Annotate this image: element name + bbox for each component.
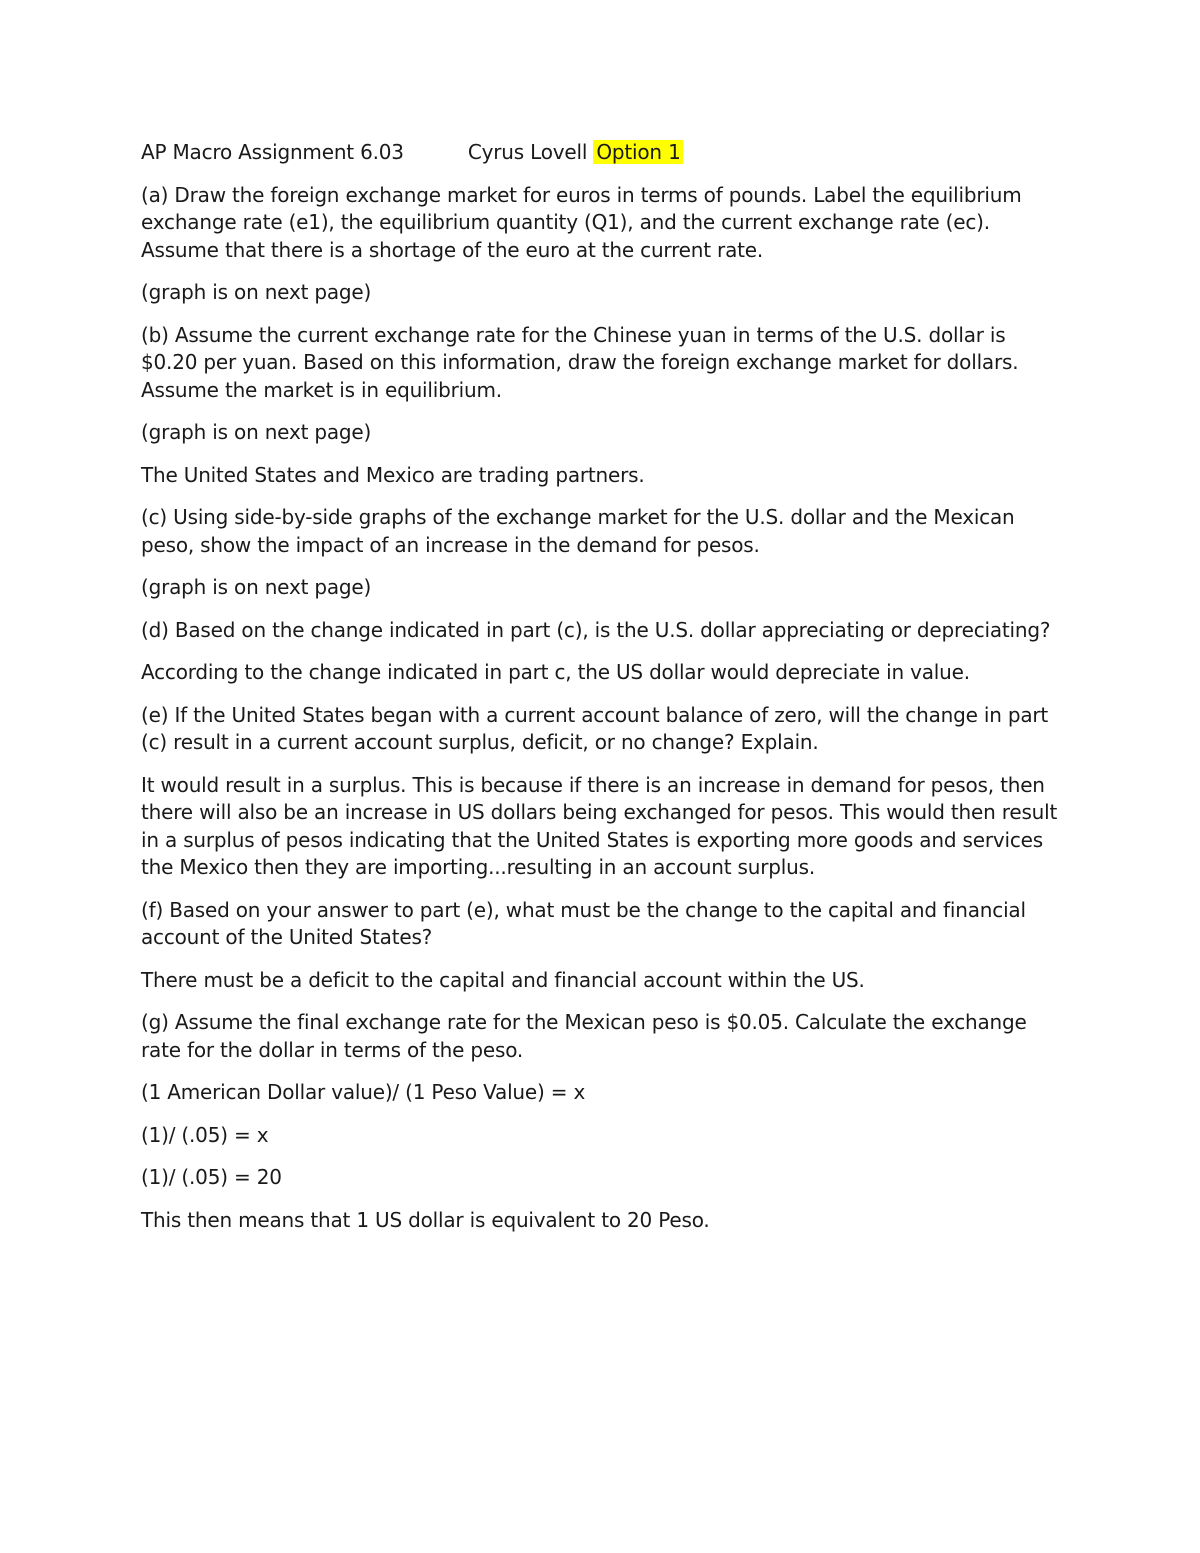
question-a: (a) Draw the foreign exchange market for euros in terms of pounds. Label the equilibrium exchange rate (e1), the equilibrium quantity (Q1), and the current exchange rate (ec). Assume that there is a shortage of the euro at the current rate. xyxy=(141,182,1022,262)
question-b: (b) Assume the current exchange rate for the Chinese yuan in terms of the U.S. dollar is $0.20 per yuan. Based on this information, draw the foreign exchange market for dollars. Assume the market is in equilibrium. xyxy=(141,322,1019,402)
student-name: Cyrus Lovell xyxy=(467,140,588,164)
option-highlight: Option 1 xyxy=(593,140,682,164)
formula-line-2: (1)/ (.05) = x xyxy=(141,1122,269,1147)
answer-g: This then means that 1 US dollar is equivalent to 20 Peso. xyxy=(141,1207,710,1232)
question-d: (d) Based on the change indicated in part (c), is the U.S. dollar appreciating or depreciating? xyxy=(141,617,1051,642)
answer-c-note: (graph is on next page) xyxy=(141,575,372,599)
answer-a-note: (graph is on next page) xyxy=(141,280,372,304)
question-g: (g) Assume the final exchange rate for the Mexican peso is $0.05. Calculate the exchange rate for the dollar in terms of the peso. xyxy=(141,1010,1027,1062)
context-statement: The United States and Mexico are trading partners. xyxy=(141,462,645,487)
document-page xyxy=(141,139,1066,1249)
question-f: (f) Based on your answer to part (e), what must be the change to the capital and financial account of the United States? xyxy=(141,897,1026,949)
answer-b-note: (graph is on next page) xyxy=(141,420,372,444)
formula-line-3: (1)/ (.05) = 20 xyxy=(141,1165,282,1189)
course-title: AP Macro Assignment 6.03 xyxy=(141,140,404,164)
answer-d: According to the change indicated in part c, the US dollar would depreciate in value. xyxy=(141,660,970,684)
formula-line-1: (1 American Dollar value)/ (1 Peso Value) = x xyxy=(141,1080,586,1104)
document-header xyxy=(141,139,1066,167)
answer-e: It would result in a surplus. This is because if there is an increase in demand for pesos, then there will also be an increase in US dollars being exchanged for pesos. This would then result in a surplus of pesos indicating that the United States is exporting more goods and services the Mexico then they are importing...resulting in an account surplus. xyxy=(141,772,1058,879)
question-e: (e) If the United States began with a current account balance of zero, will the change in part (c) result in a current account surplus, deficit, or no change? Explain. xyxy=(141,702,1049,754)
question-c: (c) Using side-by-side graphs of the exchange market for the U.S. dollar and the Mexican peso, show the impact of an increase in the demand for pesos. xyxy=(141,505,1015,557)
answer-f: There must be a deficit to the capital and financial account within the US. xyxy=(141,967,865,992)
